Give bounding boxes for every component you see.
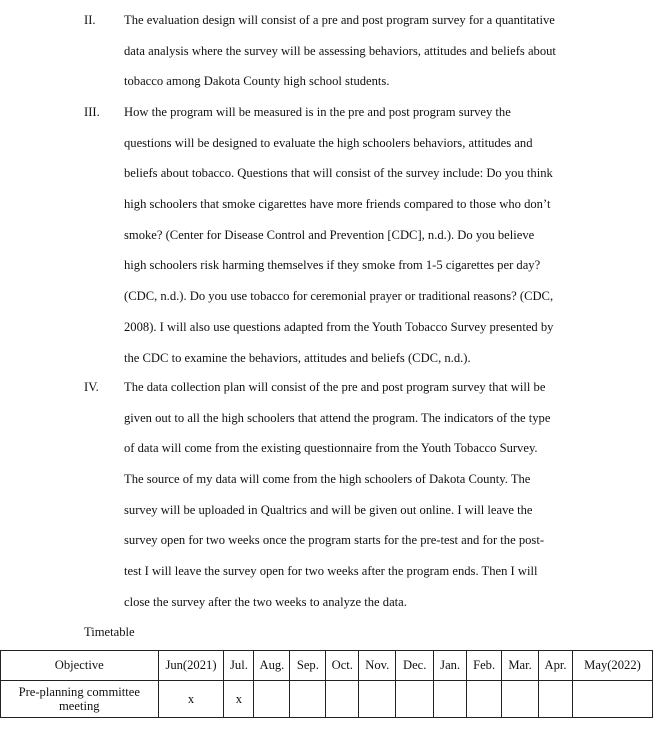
paragraph-line: questions will be designed to evaluate the high schoolers behaviors, attitudes and (124, 135, 533, 150)
schedule-cell (502, 681, 539, 718)
paragraph-line: (CDC, n.d.). Do you use tobacco for ceremonial prayer or traditional reasons? (CDC, (124, 289, 554, 304)
column-header: Jul. (224, 651, 254, 681)
column-header: Dec. (396, 651, 434, 681)
column-header: Jun(2021) (158, 651, 224, 681)
schedule-cell (434, 681, 467, 718)
schedule-cell (290, 681, 326, 718)
section-numeral: IV. (84, 380, 99, 394)
schedule-cell (539, 681, 573, 718)
column-header: Feb. (467, 651, 502, 681)
section-paragraph (124, 97, 644, 373)
paragraph-line: data analysis where the survey will be assessing behaviors, attitudes and beliefs about (124, 43, 556, 58)
schedule-cell (467, 681, 502, 718)
paragraph-line: the CDC to examine the behaviors, attitudes and beliefs (CDC, n.d.). (124, 350, 471, 365)
paragraph-line: smoke? (Center for Disease Control and Prevention [CDC], n.d.). Do you believe (124, 227, 535, 242)
schedule-cell (359, 681, 396, 718)
section-paragraph (124, 372, 644, 618)
paragraph-line: survey will be uploaded in Qualtrics and will be given out online. I will leave the (124, 502, 533, 517)
column-header: Oct. (326, 651, 359, 681)
paragraph-line: How the program will be measured is in the pre and post program survey the (124, 105, 511, 119)
paragraph-line: close the survey after the two weeks to analyze the data. (124, 594, 407, 609)
paragraph-line: tobacco among Dakota County high school students. (124, 74, 390, 89)
paragraph-line: beliefs about tobacco. Questions that will consist of the survey include: Do you think (124, 166, 553, 181)
column-header: Apr. (539, 651, 573, 681)
timetable-header-row (1, 651, 653, 681)
column-header: Nov. (359, 651, 396, 681)
schedule-cell (572, 681, 652, 718)
paragraph-line: high schoolers risk harming themselves if they smoke from 1-5 cigarettes per day? (124, 258, 541, 273)
schedule-cell: x (158, 681, 224, 718)
paragraph-line: test I will leave the survey open for two weeks after the program ends. Then I will (124, 564, 538, 579)
column-header: Mar. (502, 651, 539, 681)
section-numeral: III. (84, 105, 100, 119)
section-numeral: II. (84, 13, 96, 27)
timetable-table (0, 650, 653, 718)
paragraph-line: survey open for two weeks once the program starts for the pre-test and for the post- (124, 533, 545, 548)
paragraph-line: high schoolers that smoke cigarettes have more friends compared to those who don’t (124, 197, 551, 212)
paragraph-line: 2008). I will also use questions adapted from the Youth Tobacco Survey presented by (124, 319, 554, 334)
schedule-cell (326, 681, 359, 718)
schedule-cell (254, 681, 290, 718)
paragraph-line: given out to all the high schoolers that attend the program. The indicators of the type (124, 410, 551, 425)
section-paragraph (124, 5, 644, 97)
timetable-label: Timetable (84, 625, 135, 639)
paragraph-line: The data collection plan will consist of the pre and post program survey that will be (124, 380, 546, 394)
column-header: Objective (1, 651, 159, 681)
objective-cell: Pre-planning committee meeting (1, 681, 159, 718)
paragraph-line: of data will come from the existing questionnaire from the Youth Tobacco Survey. (124, 441, 538, 456)
paragraph-line: The evaluation design will consist of a pre and post program survey for a quantitative (124, 13, 555, 27)
schedule-cell (396, 681, 434, 718)
column-header: Aug. (254, 651, 290, 681)
column-header: Jan. (434, 651, 467, 681)
column-header: Sep. (290, 651, 326, 681)
table-row (1, 681, 653, 718)
column-header: May(2022) (572, 651, 652, 681)
paragraph-line: The source of my data will come from the high schoolers of Dakota County. The (124, 472, 531, 487)
schedule-cell: x (224, 681, 254, 718)
